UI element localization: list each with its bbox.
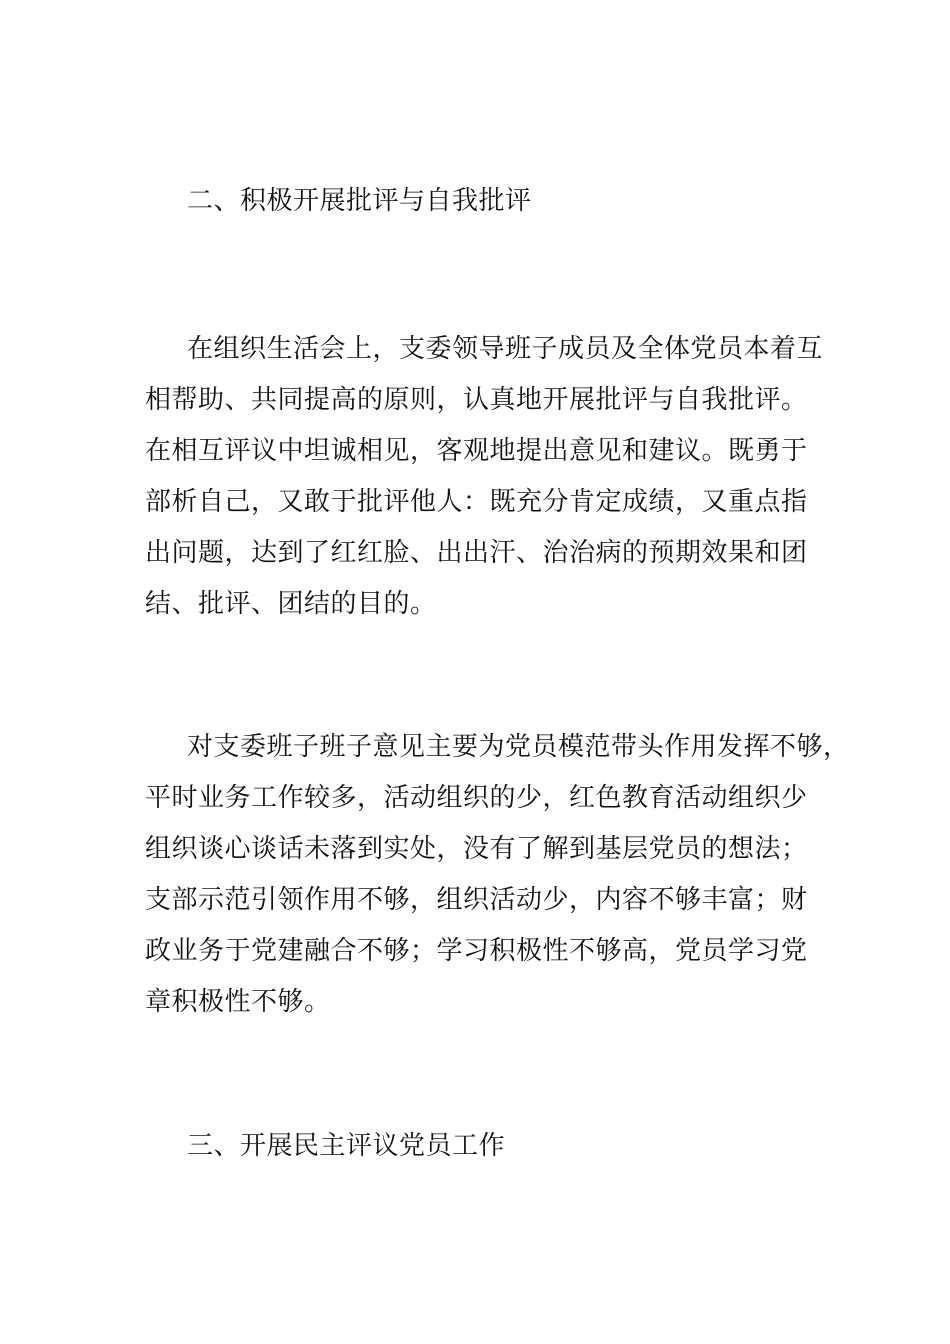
paragraph-line: 政业务于党建融合不够；学习积极性不够高，党员学习党 [145, 936, 808, 966]
paragraph-line: 结、批评、团结的目的。 [145, 589, 437, 619]
paragraph-line: 部析自己，又敢于批评他人：既充分肯定成绩，又重点指 [145, 487, 808, 517]
paragraph-line: 出问题，达到了红红脸、出出汗、治治病的预期效果和团 [145, 538, 808, 568]
paragraph-line: 组织谈心谈话未落到实处，没有了解到基层党员的想法； [145, 834, 808, 864]
section-heading-3: 三、开展民主评议党员工作 [187, 1131, 506, 1161]
paragraph-line: 支部示范引领作用不够，组织活动少，内容不够丰富；财 [145, 885, 808, 915]
paragraph-line: 在相互评议中坦诚相见，客观地提出意见和建议。既勇于 [145, 436, 808, 466]
paragraph-line: 对支委班子班子意见主要为党员模范带头作用发挥不够， [187, 732, 850, 762]
section-heading-2: 二、积极开展批评与自我批评 [187, 186, 532, 216]
paragraph-committee-feedback [145, 722, 850, 1028]
paragraph-line: 平时业务工作较多，活动组织的少，红色教育活动组织少 [145, 783, 808, 813]
paragraph-line: 在组织生活会上，支委领导班子成员及全体党员本着互 [187, 334, 824, 364]
paragraph-line: 相帮助、共同提高的原则，认真地开展批评与自我批评。 [145, 385, 808, 415]
paragraph-line: 章积极性不够。 [145, 987, 331, 1017]
paragraph-criticism-session [145, 324, 825, 630]
